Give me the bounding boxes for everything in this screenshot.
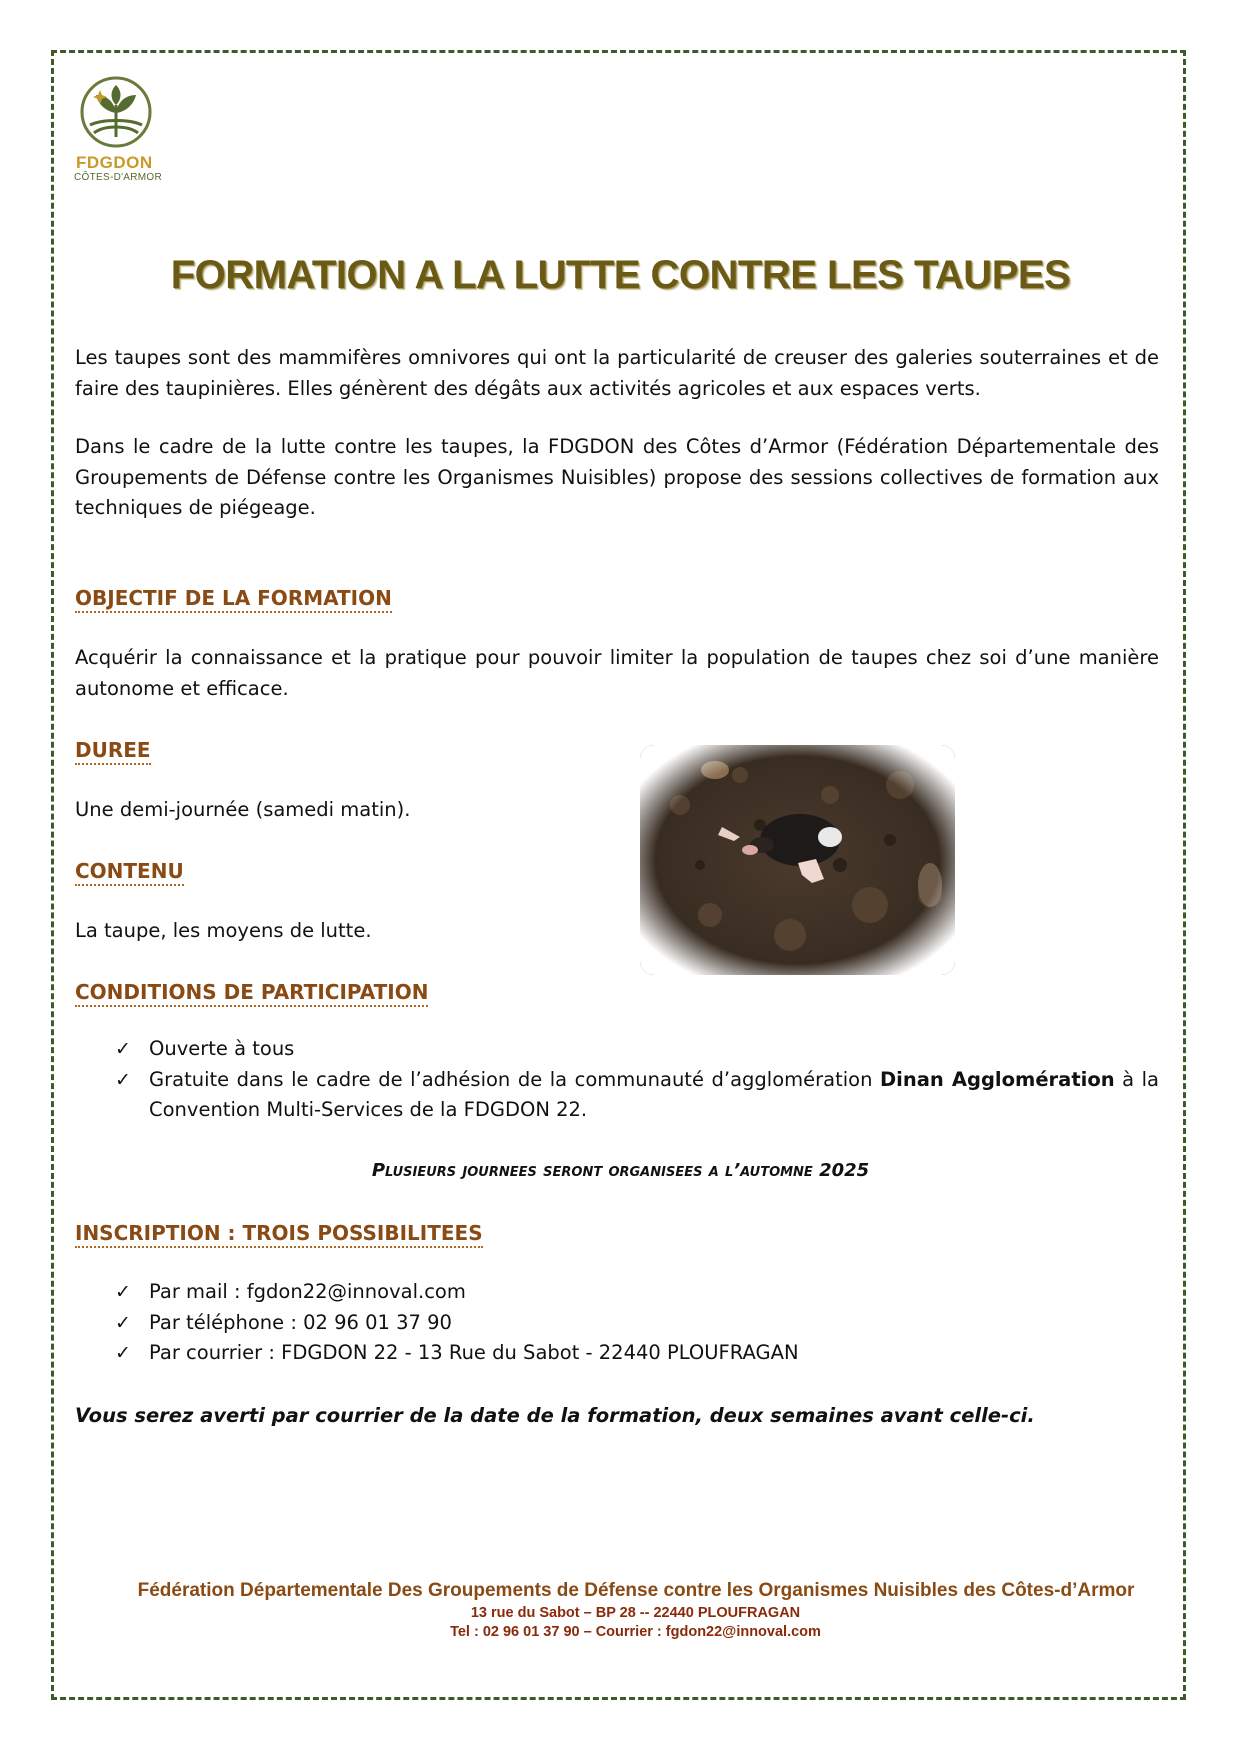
inscription-item-mail: Par mail : fgdon22@innoval.com: [149, 1280, 466, 1303]
conditions-item-1: Ouverte à tous: [149, 1037, 295, 1060]
mole-photo: [640, 745, 955, 975]
intro-paragraph-2: Dans le cadre de la lutte contre les taupes, la FDGDON des Côtes d’Armor (Fédération Départementale des Groupements de Défense contre les Organismes Nuisibles) propose des sessions collectives de formation aux techniques de piégeage.: [75, 435, 1159, 519]
section-heading-conditions: CONDITIONS DE PARTICIPATION: [75, 980, 428, 1007]
objectif-text: Acquérir la connaissance et la pratique pour pouvoir limiter la population de taupes chez soi d’une manière autonome et efficace.: [75, 646, 1159, 700]
check-icon: ✓: [115, 1038, 131, 1060]
section-heading-inscription: INSCRIPTION : TROIS POSSIBILITEES: [75, 1221, 483, 1248]
check-icon: ✓: [115, 1342, 131, 1364]
intro-paragraph-1: Les taupes sont des mammifères omnivores qui ont la particularité de creuser des galeries souterraines et de faire des taupinières. Elles génèrent des dégâts aux activités agricoles et aux espaces verts.: [75, 346, 1159, 400]
conditions-item-2-before: Gratuite dans le cadre de l’adhésion de la communauté d’agglomération: [149, 1067, 880, 1091]
contenu-text: La taupe, les moyens de lutte.: [75, 919, 372, 942]
footer-address: 13 rue du Sabot – BP 28 -- 22440 PLOUFRAGAN: [470, 1605, 801, 1621]
announcement: Plusieurs journees seront organisees a l’automne 2025: [371, 1160, 870, 1181]
duree-text: Une demi-journée (samedi matin).: [75, 798, 411, 821]
notice-text: Vous serez averti par courrier de la date de la formation, deux semaines avant celle-ci.: [75, 1404, 1035, 1427]
section-heading-contenu: CONTENU: [75, 859, 184, 886]
logo-subtitle: CÔTES-D'ARMOR: [74, 172, 163, 183]
logo-text: [74, 153, 184, 183]
conditions-list: [115, 1034, 1159, 1126]
check-icon: ✓: [115, 1068, 131, 1091]
inscription-item-mail-address: Par courrier : FDGDON 22 - 13 Rue du Sabot - 22440 PLOUFRAGAN: [149, 1341, 799, 1364]
inscription-list: [115, 1277, 1159, 1369]
footer-contact: Tel : 02 96 01 37 90 – Courrier : fgdon22@innoval.com: [450, 1624, 821, 1640]
conditions-item-2-after: à la Convention Multi-Services de la FDGDON 22.: [149, 1067, 1160, 1121]
list-item: [115, 1065, 1159, 1126]
check-icon: ✓: [115, 1281, 131, 1303]
section-heading-duree: DUREE: [75, 738, 151, 765]
list-item: [115, 1034, 1159, 1065]
inscription-item-phone: Par téléphone : 02 96 01 37 90: [149, 1310, 452, 1334]
check-icon: ✓: [115, 1311, 131, 1334]
conditions-item-2-bold: Dinan Agglomération: [879, 1067, 1115, 1091]
logo-name: FDGDON: [76, 153, 153, 172]
list-item: [115, 1277, 1159, 1308]
list-item: [115, 1308, 1159, 1339]
list-item: [115, 1338, 1159, 1369]
section-heading-objectif: OBJECTIF DE LA FORMATION: [75, 586, 392, 613]
footer-organisation: Fédération Départementale Des Groupements de Défense contre les Organismes Nuisibles des Côtes-d’Armor: [137, 1580, 1135, 1601]
page-title: FORMATION A LA LUTTE CONTRE LES TAUPES: [170, 253, 1071, 297]
